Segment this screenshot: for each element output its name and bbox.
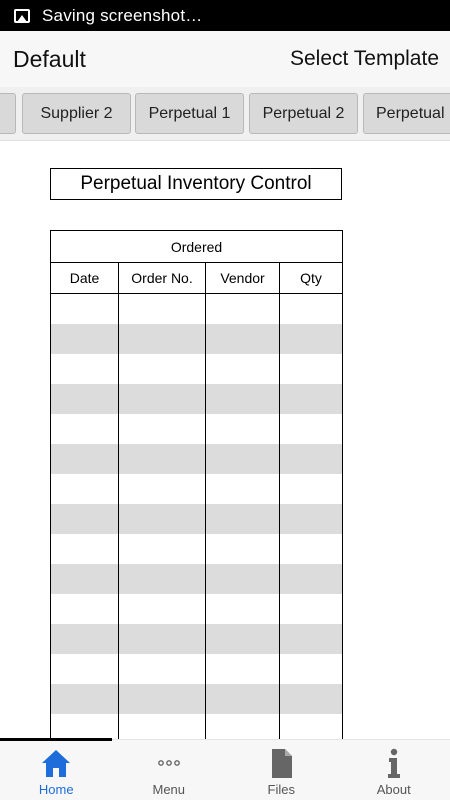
table-row [51,714,343,740]
info-icon [378,748,410,778]
more-icon [153,748,185,778]
table-row [51,504,343,534]
template-tab-partial[interactable] [0,93,16,134]
nav-files[interactable] [225,740,338,800]
home-icon [40,748,72,778]
inventory-table [50,230,343,739]
app-header [0,31,450,87]
file-icon [265,748,297,778]
table-row [51,624,343,654]
column-header-date: Date [51,263,119,294]
template-tab-perpetual[interactable]: Perpetual [363,93,450,134]
active-tab-indicator [0,738,112,741]
table-row [51,444,343,474]
template-tab-perpetual-1[interactable]: Perpetual 1 [135,93,244,134]
table-row [51,474,343,504]
nav-about[interactable] [338,740,450,800]
nav-home-label: Home [38,782,74,797]
image-icon [14,9,30,23]
document-preview[interactable] [0,142,450,739]
table-row [51,654,343,684]
nav-home[interactable] [0,740,113,800]
select-template-button[interactable]: Select Template [289,47,439,70]
status-bar [0,0,450,31]
column-header-qty: Qty [280,263,343,294]
table-row [51,414,343,444]
table-row [51,384,343,414]
table-row [51,324,343,354]
template-tab-perpetual-2[interactable]: Perpetual 2 [249,93,358,134]
nav-menu-label: Menu [152,782,186,797]
nav-files-label: Files [267,782,295,797]
column-header-order-no: Order No. [119,263,206,294]
table-row [51,294,343,324]
table-row [51,684,343,714]
table-row [51,354,343,384]
nav-menu[interactable] [113,740,226,800]
table-row [51,534,343,564]
table-row [51,564,343,594]
document-title: Perpetual Inventory Control [50,168,342,200]
section-header-ordered: Ordered [51,231,343,263]
template-tab-supplier-2[interactable]: Supplier 2 [22,93,131,134]
column-header-vendor: Vendor [206,263,280,294]
nav-about-label: About [376,782,411,797]
page-title: Default [13,45,86,72]
bottom-navigation [0,739,450,800]
status-text: Saving screenshot… [42,5,203,25]
table-row [51,594,343,624]
template-tabs[interactable] [0,87,450,141]
